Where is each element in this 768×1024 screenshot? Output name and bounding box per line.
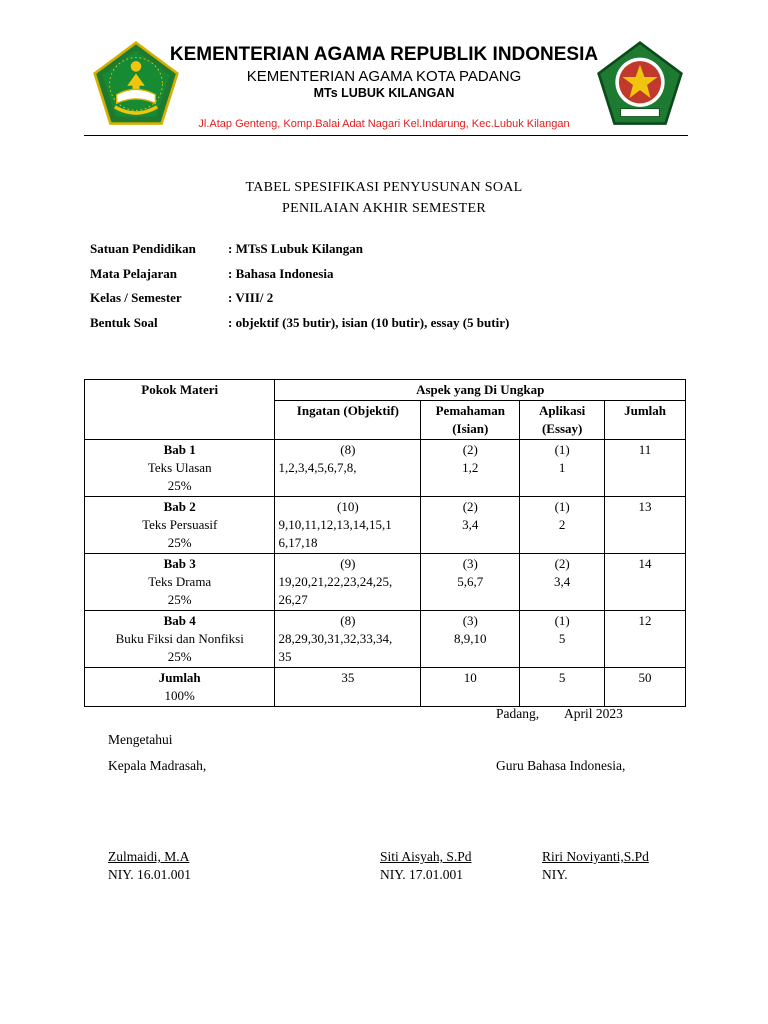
topic-name: Teks Persuasif <box>142 517 218 532</box>
pemahaman-cell <box>421 554 520 611</box>
header-aplikasi-line1: Aplikasi <box>539 403 586 418</box>
table-row <box>85 611 686 668</box>
pemahaman-count: (3) <box>462 613 478 628</box>
pemahaman-count: (2) <box>462 442 478 457</box>
row-total: 14 <box>605 554 686 611</box>
aplikasi-cell <box>520 440 605 497</box>
pemahaman-items: 1,2 <box>462 460 479 475</box>
aplikasi-cell <box>520 554 605 611</box>
header-jumlah: Jumlah <box>605 401 686 440</box>
pemahaman-count: (3) <box>462 556 478 571</box>
bab-label: Bab 1 <box>163 442 196 457</box>
aplikasi-cell <box>520 611 605 668</box>
aplikasi-cell <box>520 497 605 554</box>
aplikasi-count: (1) <box>554 499 570 514</box>
aplikasi-count: (1) <box>554 442 570 457</box>
ingatan-items-line1: 28,29,30,31,32,33,34, <box>278 631 393 646</box>
pemahaman-cell <box>421 611 520 668</box>
topic-percent: 25% <box>167 535 192 550</box>
head-title: Kepala Madrasah, <box>108 758 207 773</box>
info-label-kelas: Kelas / Semester <box>90 290 182 305</box>
date-text: April 2023 <box>564 706 623 721</box>
aplikasi-items: 1 <box>558 460 566 475</box>
ingatan-count: (9) <box>340 556 356 571</box>
pemahaman-cell <box>421 440 520 497</box>
total-pemahaman: 10 <box>421 668 520 707</box>
signatory-2-niy: NIY. 17.01.001 <box>380 867 464 882</box>
aplikasi-items: 5 <box>558 631 566 646</box>
table-header-row <box>85 380 686 401</box>
place-text: Padang, <box>496 706 540 721</box>
pemahaman-items: 8,9,10 <box>454 631 487 646</box>
ingatan-cell <box>275 611 421 668</box>
aplikasi-items: 2 <box>558 517 566 532</box>
bab-label: Bab 3 <box>163 556 196 571</box>
ingatan-items-line2: 26,27 <box>278 592 308 607</box>
bab-label: Bab 4 <box>163 613 196 628</box>
aplikasi-count: (2) <box>554 556 570 571</box>
office-heading: KEMENTERIAN AGAMA KOTA PADANG <box>246 68 522 85</box>
topic-name: Buku Fiksi dan Nonfiksi <box>115 631 244 646</box>
table-total-row <box>85 668 686 707</box>
pemahaman-count: (2) <box>462 499 478 514</box>
ingatan-items-line2: 35 <box>278 649 292 664</box>
ingatan-items-line1: 1,2,3,4,5,6,7,8, <box>278 460 357 475</box>
aplikasi-count: (1) <box>554 613 570 628</box>
info-value-satuan: : MTsS Lubuk Kilangan <box>228 241 364 256</box>
topic-name: Teks Ulasan <box>147 460 212 475</box>
info-value-bentuk: : objektif (35 butir), isian (10 butir), essay (5 butir) <box>228 315 510 330</box>
school-address: Jl.Atap Genteng, Komp.Balai Adat Nagari Kel.Indarung, Kec.Lubuk Kilangan <box>198 118 570 130</box>
header-aspek: Aspek yang Di Ungkap <box>275 380 686 401</box>
signatory-3-niy: NIY. <box>542 867 568 882</box>
signatory-1-name: Zulmaidi, M.A <box>108 849 190 864</box>
document-subtitle: PENILAIAN AKHIR SEMESTER <box>282 201 486 216</box>
ingatan-count: (8) <box>340 613 356 628</box>
header-aplikasi <box>520 401 605 440</box>
ingatan-cell <box>275 554 421 611</box>
signatory-1-niy: NIY. 16.01.001 <box>108 867 192 882</box>
letterhead-divider <box>84 135 688 136</box>
header-pemahaman-line2: (Isian) <box>452 421 489 436</box>
total-percent: 100% <box>164 688 195 703</box>
info-label-bentuk: Bentuk Soal <box>90 315 158 330</box>
topic-percent: 25% <box>167 649 192 664</box>
table-row <box>85 440 686 497</box>
total-all: 50 <box>605 668 686 707</box>
header-pokok-materi: Pokok Materi <box>85 380 275 440</box>
aplikasi-items: 3,4 <box>554 574 571 589</box>
row-total: 13 <box>605 497 686 554</box>
info-label-satuan: Satuan Pendidikan <box>90 241 196 256</box>
topic-name: Teks Drama <box>148 574 212 589</box>
ingatan-count: (10) <box>337 499 359 514</box>
topic-percent: 25% <box>167 592 192 607</box>
specification-table <box>84 379 686 707</box>
topic-cell <box>85 611 275 668</box>
ingatan-cell <box>275 440 421 497</box>
header-ingatan: Ingatan (Objektif) <box>275 401 421 440</box>
school-heading: MTs LUBUK KILANGAN <box>313 86 455 100</box>
table-row <box>85 497 686 554</box>
acknowledge-text: Mengetahui <box>108 732 173 747</box>
pemahaman-cell <box>421 497 520 554</box>
info-value-kelas: : VIII/ 2 <box>228 290 274 305</box>
teacher-title: Guru Bahasa Indonesia, <box>496 758 626 773</box>
header-pemahaman-line1: Pemahaman <box>435 403 505 418</box>
ingatan-cell <box>275 497 421 554</box>
pemahaman-items: 5,6,7 <box>457 574 484 589</box>
total-ingatan: 35 <box>275 668 421 707</box>
topic-cell <box>85 497 275 554</box>
topic-cell <box>85 554 275 611</box>
topic-percent: 25% <box>167 478 192 493</box>
signatory-3-name: Riri Noviyanti,S.Pd <box>542 849 649 864</box>
row-total: 12 <box>605 611 686 668</box>
total-aplikasi: 5 <box>520 668 605 707</box>
table-row <box>85 554 686 611</box>
ministry-heading: KEMENTERIAN AGAMA REPUBLIK INDONESIA <box>169 44 599 65</box>
bab-label: Bab 2 <box>163 499 196 514</box>
header-aplikasi-line2: (Essay) <box>541 421 583 436</box>
row-total: 11 <box>605 440 686 497</box>
ingatan-count: (8) <box>340 442 356 457</box>
info-label-mapel: Mata Pelajaran <box>90 266 178 281</box>
total-label-cell <box>85 668 275 707</box>
ingatan-items-line1: 9,10,11,12,13,14,15,1 <box>278 517 392 532</box>
ingatan-items-line1: 19,20,21,22,23,24,25, <box>278 574 393 589</box>
pemahaman-items: 3,4 <box>462 517 479 532</box>
info-value-mapel: : Bahasa Indonesia <box>228 266 334 281</box>
document-title: TABEL SPESIFIKASI PENYUSUNAN SOAL <box>245 180 523 195</box>
total-label: Jumlah <box>158 670 201 685</box>
ingatan-items-line2: 6,17,18 <box>278 535 318 550</box>
signatory-2-name: Siti Aisyah, S.Pd <box>380 849 472 864</box>
topic-cell <box>85 440 275 497</box>
header-pemahaman <box>421 401 520 440</box>
